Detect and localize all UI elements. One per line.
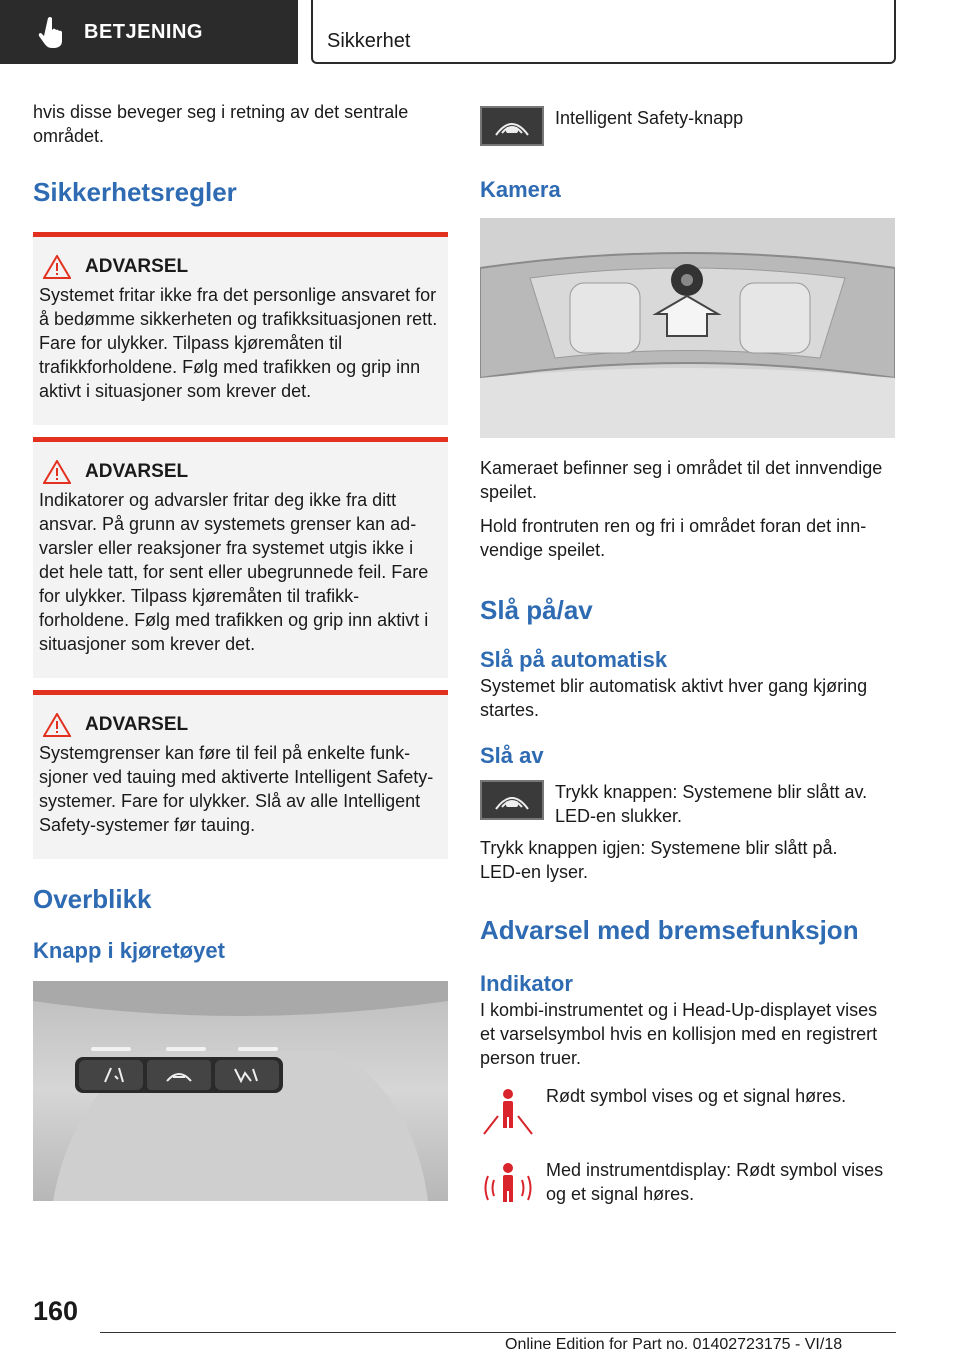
chapter-tab — [311, 0, 896, 64]
page-header — [0, 0, 960, 66]
heading-brake-warning: Advarsel med bremsefunksjon — [480, 915, 859, 945]
pedestrian-alert-icon — [480, 1158, 536, 1210]
warning-title: ADVARSEL — [85, 256, 189, 277]
warning-title: ADVARSEL — [85, 714, 189, 735]
switch-off-step-text: Trykk knappen: Systemene blir slått av. LED-en slukker. — [555, 782, 868, 826]
left-column — [33, 100, 448, 1201]
heading-camera: Kamera — [480, 177, 561, 202]
hand-pointer-icon — [34, 14, 70, 50]
chapter-title: Sikkerhet — [327, 30, 411, 52]
heading-switch-off: Slå av — [480, 743, 544, 768]
switch-off-step — [480, 780, 896, 828]
safety-button-caption — [480, 106, 896, 146]
warning-text: Indikatorer og advarsler fritar deg ikke fra ditt ansvar. På grunn av systemets grenser kan advarsler eller reaksjoner fra systemet utgis ikke i det hele tatt, for sent eller ubegrunnede feil. Fare for ulykker. Tilpass kjøremåten til trafikkforholdene. Følg med trafikken og grip inn aktivt i situasjoner som krever det. — [39, 490, 429, 654]
indicator-symbol-2 — [480, 1158, 896, 1210]
warning-title: ADVARSEL — [85, 461, 189, 482]
edition-text: Online Edition for Part no. 01402723175 - VI/18 — [505, 1336, 843, 1353]
heading-indicator: Indikator — [480, 971, 573, 996]
right-column — [480, 106, 896, 1210]
warning-text: Systemgrenser kan føre til feil på enkelte funksjoner ved tauing med aktiverte Intelligent Safety-systemer. Fare for ulykker. Slå av alle Intelligent Safety-systemer før tauing. — [39, 743, 434, 835]
camera-paragraph-2: Hold frontruten ren og fri i området foran det innvendige speilet. — [480, 516, 867, 560]
warning-text: Systemet fritar ikke fra det personlige ansvaret for å bedømme sikkerheten og trafikksituasjonen rett. Fare for ulykker. Tilpass kjøremåten til trafikkforholdene. Følg med trafikken og grip inn aktivt i situasjoner som krever det. — [39, 285, 438, 401]
footer-divider — [100, 1332, 896, 1333]
camera-photo — [480, 218, 895, 438]
symbol-2-text: Med instrumentdisplay: Rødt symbol vises og et signal høres. — [546, 1160, 884, 1204]
indicator-symbol-1 — [480, 1084, 896, 1136]
warning-triangle-icon — [43, 255, 71, 279]
switch-on-again-text: Trykk knappen igjen: Systemene blir slått på. LED-en lyser. — [480, 838, 838, 882]
page-number: 160 — [33, 1296, 79, 1326]
camera-paragraph-1: Kameraet befinner seg i området til det innvendige speilet. — [480, 458, 883, 502]
heading-button-in-vehicle: Knapp i kjøretøyet — [33, 938, 225, 963]
heading-switch-on-auto: Slå på automatisk — [480, 647, 668, 672]
heading-overview: Overblikk — [33, 884, 152, 914]
section-tab — [0, 0, 298, 64]
warning-box-3 — [33, 690, 448, 859]
warning-triangle-icon — [43, 460, 71, 484]
intelligent-safety-button-icon — [480, 106, 544, 146]
button-panel-photo — [33, 981, 448, 1201]
heading-switch-on-off: Slå på/av — [480, 595, 593, 625]
intro-text: hvis disse beveger seg i retning av det sentrale området. — [33, 102, 409, 146]
warning-box-2 — [33, 437, 448, 678]
heading-safety-rules: Sikkerhetsregler — [33, 177, 237, 207]
pedestrian-warning-icon — [480, 1084, 536, 1136]
auto-paragraph: Systemet blir automatisk aktivt hver gang kjøring startes. — [480, 676, 868, 720]
symbol-1-text: Rødt symbol vises og et signal høres. — [546, 1086, 847, 1106]
warning-box-1 — [33, 232, 448, 425]
indicator-paragraph: I kombi-instrumentet og i Head-Up-displayet vises et varselsymbol hvis en kollisjon med en registrert person truer. — [480, 1000, 878, 1068]
intelligent-safety-button-icon — [480, 780, 544, 820]
warning-triangle-icon — [43, 713, 71, 737]
safety-button-caption-text: Intelligent Safety-knapp — [555, 108, 744, 128]
section-title: BETJENING — [84, 20, 203, 43]
